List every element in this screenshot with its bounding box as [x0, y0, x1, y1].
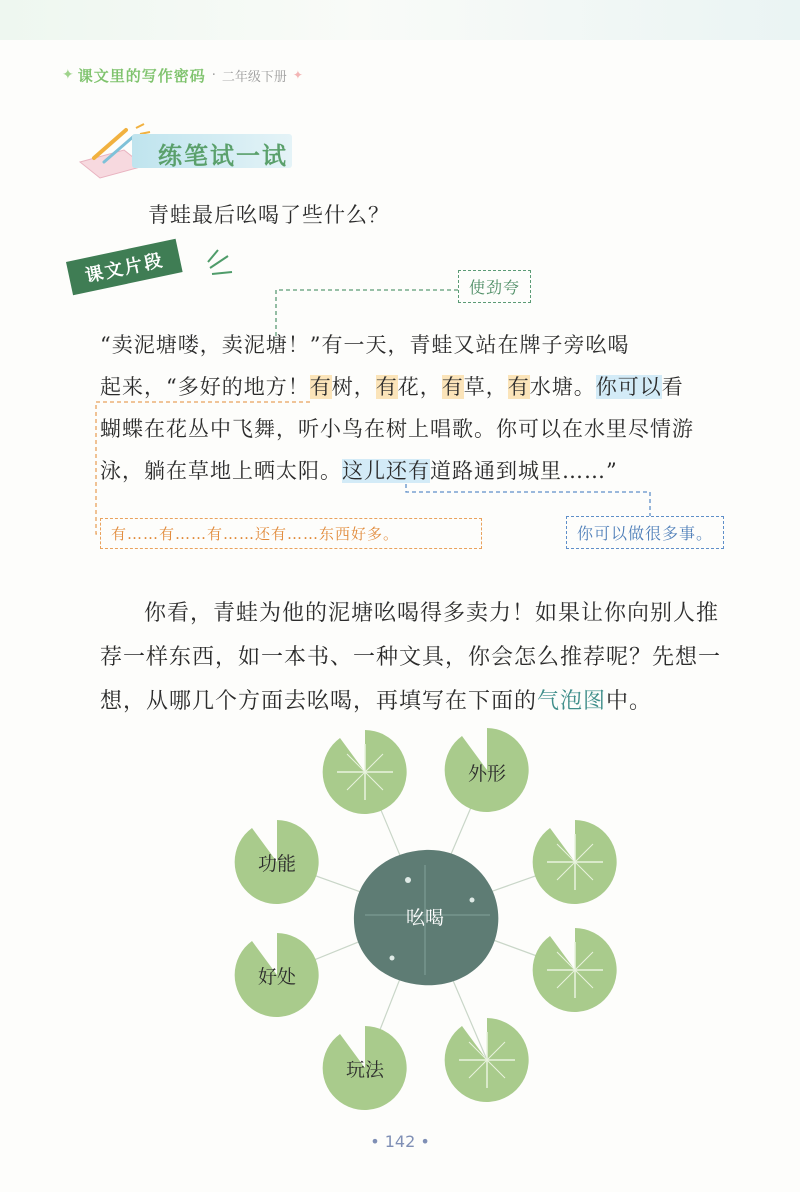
- highlight-zher: 这儿: [342, 459, 386, 483]
- label-play: 玩法: [345, 1059, 385, 1081]
- grade-label: 二年级下册: [221, 69, 287, 85]
- annotation-praise: 使劲夸: [458, 270, 531, 303]
- annotation-things-to-do: 你可以做很多事。: [566, 516, 724, 549]
- text-span: 水塘。: [529, 375, 596, 399]
- page-number-value: 142: [384, 1132, 416, 1151]
- center-label: 吆喝: [405, 907, 445, 929]
- dot-icon: •: [420, 1132, 430, 1151]
- label-benefit: 好处: [257, 966, 297, 988]
- highlight-you: 有: [441, 375, 464, 399]
- leaf-right-lower: [533, 928, 617, 1012]
- bubble-chart-term: 气泡图: [537, 689, 607, 714]
- page-number: [0, 1132, 800, 1151]
- annotation-pattern: 有……有……有……还有……东西好多。: [100, 518, 482, 549]
- highlight-you: 有: [507, 375, 530, 399]
- text-span: 草，: [463, 375, 508, 399]
- leaf-top-left: [323, 730, 407, 814]
- text-span: 中。: [606, 689, 653, 714]
- leaf-right-upper: [533, 820, 617, 904]
- text-span: 起来，“多好的地方！: [100, 375, 310, 399]
- text-span: 泳，躺在草地上晒太阳。: [100, 459, 342, 483]
- text-span: 花，: [397, 375, 442, 399]
- label-function: 功能: [257, 853, 297, 875]
- series-title: 课文里的写作密码: [77, 66, 206, 85]
- paragraph-line-2: 荐一样东西，如一本书、一种文具，你会怎么推荐呢？先想一: [100, 645, 722, 670]
- question-text: 青蛙最后吆喝了些什么？: [148, 203, 390, 227]
- text-span: 树，: [331, 375, 376, 399]
- paragraph-line-1: 你看，青蛙为他的泥塘吆喝得多卖力！如果让你向别人推: [144, 601, 720, 626]
- excerpt-line-1: “卖泥塘喽，卖泥塘！”有一天，青蛙又站在牌子旁吆喝: [100, 333, 630, 357]
- text-span: 看: [661, 375, 684, 399]
- header-separator: ·: [211, 67, 216, 83]
- label-appearance: 外形: [467, 763, 507, 785]
- star-icon: ✦: [62, 67, 74, 83]
- highlight-you: 有: [309, 375, 332, 399]
- leaf-bottom-right: [445, 1018, 529, 1102]
- excerpt-line-3: 蝴蝶在花丛中飞舞，听小鸟在树上唱歌。你可以在水里尽情游: [100, 417, 694, 441]
- excerpt-tag: 课文片段: [66, 239, 183, 296]
- highlight-you: 有: [375, 375, 398, 399]
- text-span: 道路通到城里……”: [430, 459, 618, 483]
- highlight-keyi: 你可以: [595, 375, 662, 399]
- star-icon: ✦: [292, 68, 303, 82]
- dot-icon: •: [370, 1132, 380, 1151]
- highlight-haiyou: 还有: [386, 459, 430, 483]
- section-title: 练笔试一试: [158, 142, 288, 170]
- text-span: 想，从哪几个方面去吆喝，再填写在下面的: [100, 689, 538, 714]
